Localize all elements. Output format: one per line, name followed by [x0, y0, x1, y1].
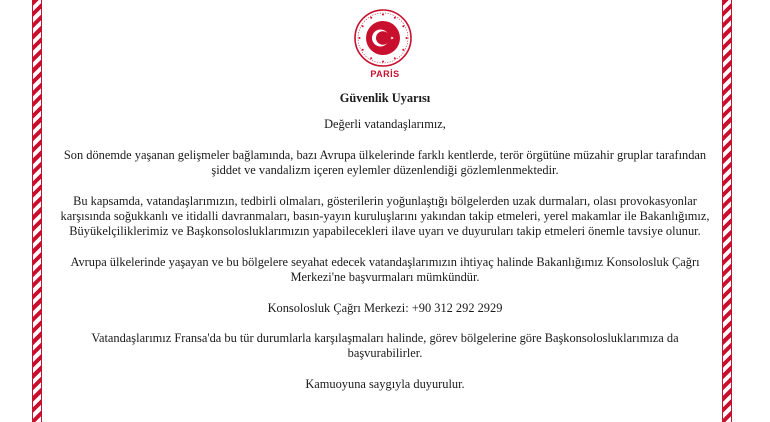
document-title: Güvenlik Uyarısı [339, 91, 431, 105]
left-striped-border [33, 0, 41, 422]
embassy-emblem-icon [353, 8, 413, 68]
paragraph-consulates: Vatandaşlarımız Fransa'da bu tür durumlarla karşılaşmaları halinde, görev bölgelerine göre Başkonsolosluklarımıza da başvurabilirler. [91, 331, 679, 361]
left-border-line-inner [41, 0, 42, 422]
city-label: PARİS [370, 69, 400, 79]
salutation: Değerli vatandaşlarımız, [324, 117, 446, 132]
paragraph-advice: Bu kapsamda, vatandaşlarımızın, tedbirli olmaları, gösterilerin yoğunlaştığı bölgelerden uzak durmaları, olası provokasyonlar karşısında soğukkanlı ve itidalli davranmaları, basın-yayın kuruluşlarını yakından takip etmeleri, yerel makamlar ile Bakanlığımız, Büyükelçiliklerimiz ve Başkonsolosluklarımızın yapabilecekleri ilave uyarı ve duyuruları takip etmeleri önemle tavsiye olunur. [60, 193, 710, 239]
call-center-phone: Konsolosluk Çağrı Merkezi: +90 312 292 2929 [267, 300, 503, 315]
announcement-body [60, 91, 710, 392]
paragraph-call-center: Avrupa ülkelerinde yaşayan ve bu bölgelere seyahat edecek vatandaşlarımızın ihtiyaç halinde Bakanlığımız Konsolosluk Çağrı Merkezi'ne başvurmaları mümkündür. [70, 254, 700, 285]
paragraph-context: Son dönemde yaşanan gelişmeler bağlamında, bazı Avrupa ülkelerinde farklı kentlerde, terör örgütüne müzahir gruplar tarafından şiddet ve vandalizm içeren eylemler düzenlendiği gözlemlenmektedir. [63, 147, 707, 178]
closing-line: Kamuoyuna saygıyla duyurulur. [305, 376, 465, 391]
right-striped-border [723, 0, 731, 422]
right-border-line-outer [731, 0, 732, 422]
